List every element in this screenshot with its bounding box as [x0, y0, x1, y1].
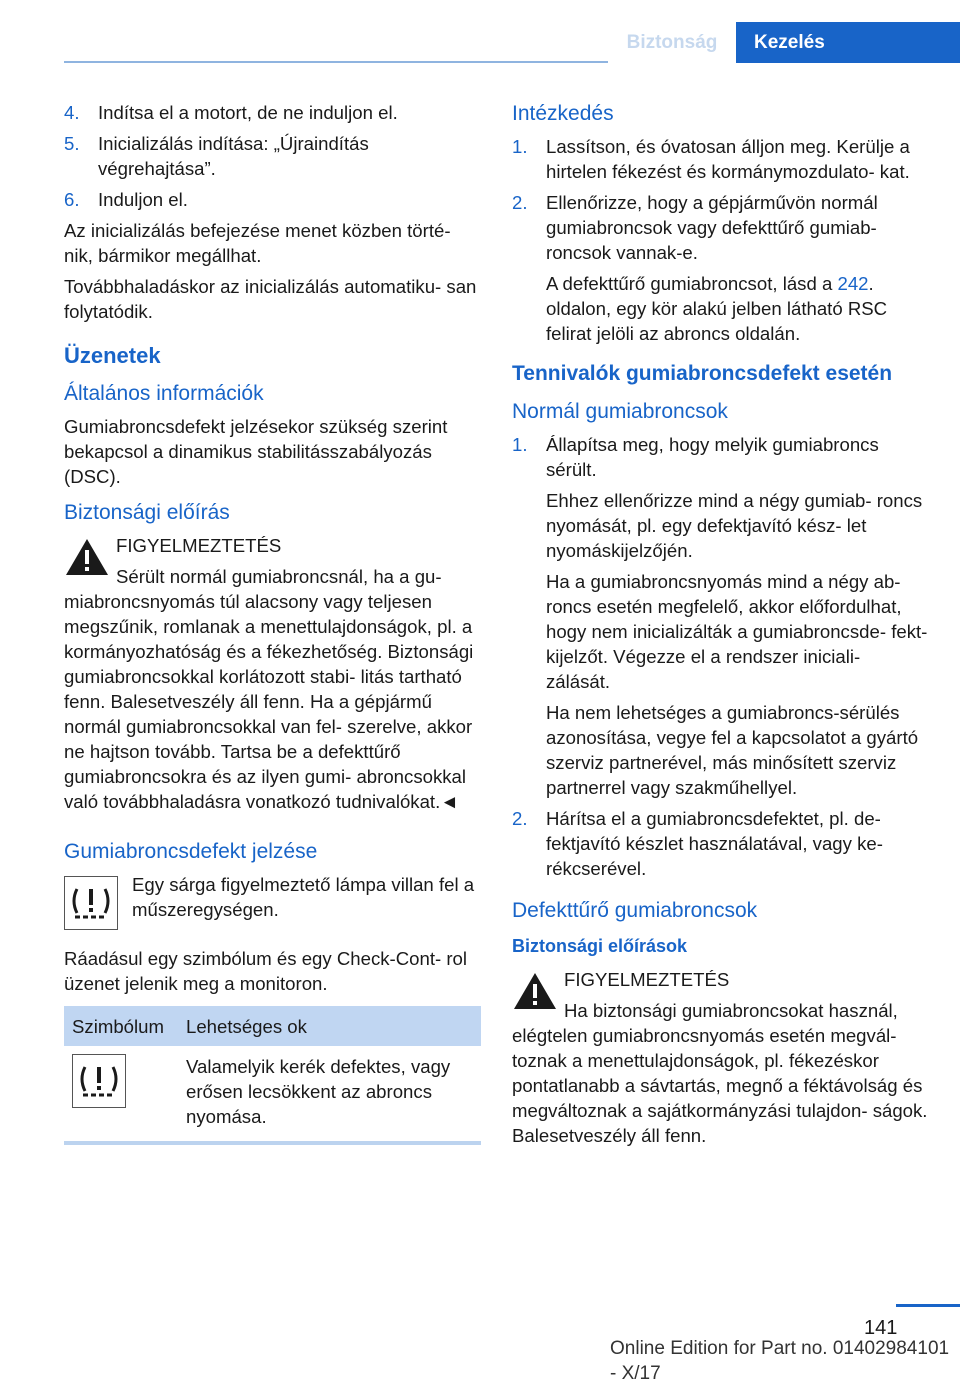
footer-rule — [896, 1304, 960, 1307]
warning-text — [64, 564, 481, 814]
tire-pressure-icon — [72, 1054, 126, 1108]
step-number: 6. — [64, 189, 80, 210]
step-number: 4. — [64, 102, 80, 123]
table-cell-symbol — [64, 1046, 178, 1141]
right-column — [512, 100, 928, 1148]
step-number: 1. — [512, 434, 528, 455]
step-number: 2. — [512, 808, 528, 829]
tab-chapter: Kezelés — [736, 22, 960, 63]
page-link[interactable]: 242 — [837, 273, 869, 294]
table-header-symbol: Szimbólum — [64, 1006, 178, 1046]
note-paragraph: Ehhez ellenőrizze mind a négy gumiab‐ roncs nyomását, pl. egy defektjavító kész‐ let nyomáskijelzőjén. — [546, 490, 923, 561]
subheading-safety: Biztonsági előírás — [64, 501, 230, 524]
note-paragraph: Ha nem lehetséges a gumiabroncs-sérülés azonosítása, vegye fel a kapcsolatot a gyártó szerviz partnerével, más minősített szerviz partnerrel vagy szakműhellyel. — [546, 702, 919, 798]
list-item — [512, 432, 928, 482]
warning-label: FIGYELMEZTETÉS — [564, 969, 730, 990]
warning-text-first: Ha biztonsági gumiabroncsokat használ, — [564, 1000, 898, 1021]
warning-label: FIGYELMEZTETÉS — [116, 535, 282, 556]
list-item — [64, 131, 481, 181]
section-heading-todo: Tennivalók gumiabroncsdefekt esetén — [512, 362, 893, 385]
list-item — [512, 806, 928, 881]
warning-block — [512, 967, 928, 1148]
indicator-block — [64, 872, 481, 934]
warning-triangle-icon — [512, 971, 558, 1011]
step-text: Ellenőrizze, hogy a gépjárművön normál gumiabroncsok vagy defekttűrő gumiab‐ roncsok vannak-e. — [546, 192, 878, 263]
paragraph: Az inicializálás befejezése menet közben törté‐ nik, bármikor megállhat. — [64, 220, 451, 266]
step-number: 2. — [512, 192, 528, 213]
step-number: 1. — [512, 136, 528, 157]
left-column — [64, 100, 481, 1145]
paragraph: Ráadásul egy szimbólum és egy Check-Cont‐ rol üzenet jelenik meg a monitoron. — [64, 948, 468, 994]
warning-text-rest: miabroncsnyomás túl alacsony vagy teljesen megszűnik, romlanak a menettulajdonságok, pl. a kormányozhatóság és a fékezhetőség. Biztonsági gumiabroncsokkal korlátozott stabi‐ litás tartható fenn. Balesetveszély áll fenn. Ha a gépjármű normál gumiabroncsokkal van fel‐ szerelve, akkor ne hajtson tovább. Tartsa be a defekttűrő gumiabroncsokra és az ilyen gumi‐ abroncsokkal való továbbhaladásra vonatkozó tudnivalókat.◄ — [64, 591, 474, 812]
subheading-action: Intézkedés — [512, 102, 614, 125]
subheading-runflat-safety: Biztonsági előírások — [512, 936, 688, 956]
list-item — [512, 190, 928, 265]
paragraph: Továbbhaladáskor az inicializálás automatiku‐ san folytatódik. — [64, 276, 477, 322]
note-paragraph: Ha a gumiabroncsnyomás mind a négy ab‐ roncs esetén megfelelő, akkor előfordulhat, hogy nem inicializálták a gumiabroncsde‐ fekt-kijelzőt. Végezze el a rendszer iniciali‐ zálását. — [546, 571, 928, 692]
note-paragraph — [512, 271, 928, 346]
note-text-post: . oldalon, egy kör alakú jelben látható RSC felirat jelöli az abroncs oldalán. — [546, 273, 888, 344]
list-item — [64, 100, 481, 125]
subheading-indicator: Gumiabroncsdefekt jelzése — [64, 840, 318, 863]
paragraph: Gumiabroncsdefekt jelzésekor szükség szerint bekapcsol a dinamikus stabilitásszabályozás (DSC). — [64, 416, 448, 487]
tire-pressure-icon — [64, 876, 118, 930]
note-text-pre: A defekttűrő gumiabroncsot, lásd a — [546, 273, 833, 294]
symbol-table — [64, 1006, 481, 1141]
list-item — [512, 134, 928, 184]
step-text: Hárítsa el a gumiabroncsdefektet, pl. de‐ fektjavító készlet használatával, vagy ke‐ rékcserével. — [546, 808, 883, 879]
subheading-normal: Normál gumiabroncsok — [512, 400, 728, 423]
warning-text-first: Sérült normál gumiabroncsnál, ha a gu‐ — [116, 566, 442, 587]
step-text: Lassítson, és óvatosan álljon meg. Kerülje a hirtelen fékezést és kormánymozdulato‐ kat. — [546, 136, 910, 182]
warning-text — [512, 998, 928, 1148]
table-bottom-rule — [64, 1141, 481, 1145]
page-number: 141 — [864, 1317, 898, 1339]
step-text: Induljon el. — [98, 189, 188, 210]
warning-block — [64, 533, 481, 814]
subheading-runflat: Defekttűrő gumiabroncsok — [512, 899, 758, 922]
subheading-general: Általános információk — [64, 382, 264, 405]
footer-edition: Online Edition for Part no. 01402984101 - X/17 — [610, 1338, 950, 1384]
list-item — [64, 187, 481, 212]
table-header-cause: Lehetséges ok — [178, 1006, 481, 1046]
table-cell-cause: Valamelyik kerék defektes, vagy erősen lecsökkent az abroncs nyomása. — [186, 1056, 451, 1127]
step-text: Indítsa el a motort, de ne induljon el. — [98, 102, 398, 123]
step-text: Inicializálás indítása: „Újraindítás végrehajtása”. — [98, 133, 369, 179]
tab-section: Biztonság — [608, 22, 736, 63]
section-heading-messages: Üzenetek — [64, 343, 161, 368]
table-row — [64, 1046, 481, 1141]
warning-triangle-icon — [64, 537, 110, 577]
warning-text-rest: elégtelen gumiabroncsnyomás esetén megvál‐ toznak a menettulajdonságok, pl. fékezéskor pontatlanabb a sávtartás, megnő a féktávolság és megváltoznak a sajátkormányzási tulajdon‐ ságok. Balesetveszély áll fenn. — [512, 1025, 928, 1146]
indicator-text: Egy sárga figyelmeztető lámpa villan fel a műszeregységen. — [132, 874, 475, 920]
step-number: 5. — [64, 133, 80, 154]
step-text: Állapítsa meg, hogy melyik gumiabroncs sérült. — [546, 434, 879, 480]
